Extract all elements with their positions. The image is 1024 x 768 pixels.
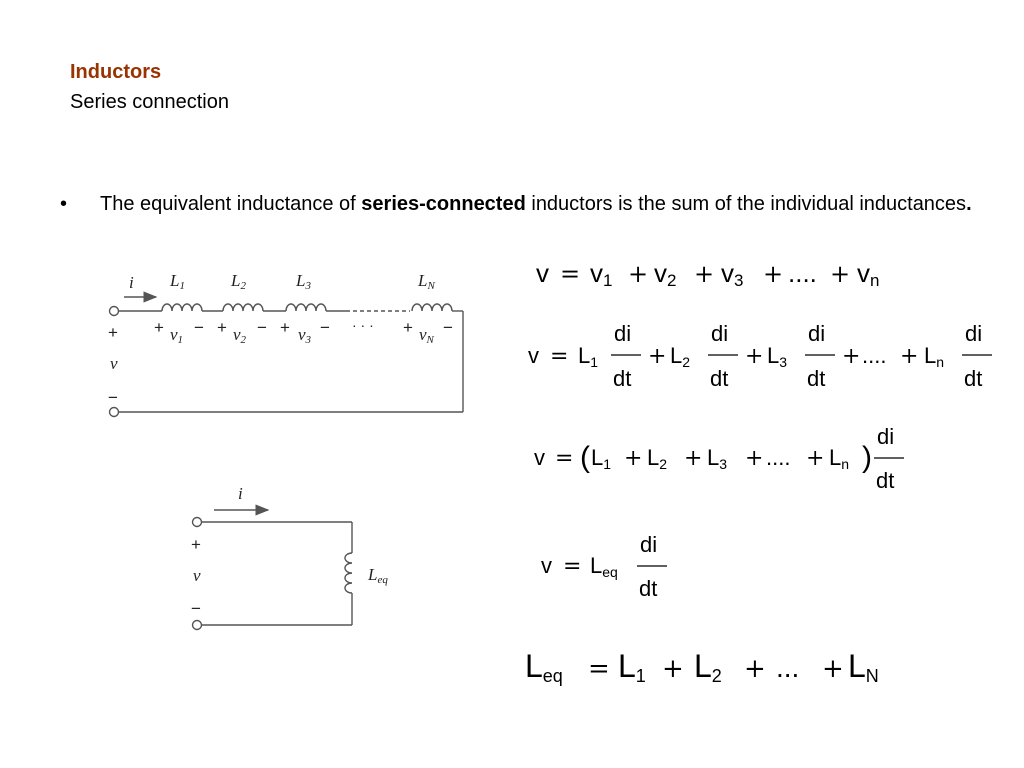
eq5-plus-2: + [744, 654, 766, 684]
eq4-num: di [640, 532, 658, 557]
source-voltage: v [110, 354, 118, 373]
eq1-term-1: v1 [590, 258, 613, 290]
voltage-label-2: v2 [233, 325, 247, 346]
equivalent-circuit-labels [191, 484, 388, 618]
eq1-dots: .... [788, 258, 817, 288]
equation-1 [536, 258, 879, 290]
eq1-plus-3: + [763, 260, 784, 288]
bullet-text-before: The equivalent inductance of [100, 193, 362, 215]
eq1-plus-1: + [628, 260, 649, 288]
eq5-term-1: L1 [618, 648, 646, 686]
eq2-num-2: di [711, 321, 729, 346]
source-minus: − [108, 388, 118, 407]
eq3-term-2: L2 [647, 445, 668, 472]
inductor-label-1: L1 [170, 271, 185, 292]
eq1-term-2: v2 [654, 258, 677, 290]
eq2-num-1: di [614, 321, 632, 346]
eq1-term-n: vn [857, 258, 880, 290]
eq4-leq: Leq [590, 553, 618, 580]
eq5-plus-1: + [662, 654, 684, 684]
minus-3: − [320, 318, 330, 337]
coil-1 [162, 304, 202, 311]
eq5-term-2: L2 [694, 648, 722, 686]
voltage-label-n: vN [419, 325, 434, 346]
equation-5 [525, 648, 879, 686]
eq3-plus-1: + [624, 446, 643, 471]
eq-source-minus: − [191, 599, 201, 618]
eq2-num-3: di [808, 321, 826, 346]
eq4-den: dt [639, 576, 658, 601]
slide-title: Inductors [70, 61, 162, 83]
bullet-text-after: inductors is the sum of the individual inductances [525, 193, 967, 215]
eq-source-plus: + [191, 535, 201, 554]
eq5-dots: ... [776, 652, 800, 683]
eq4-lhs: v [541, 553, 552, 578]
eq5-plus-3: + [822, 654, 844, 684]
equation-2 [528, 321, 992, 391]
eq5-term-n: LN [848, 648, 879, 686]
coil-2 [223, 304, 263, 311]
eq5-lhs: Leq [525, 648, 563, 686]
eq3-plus-4: + [806, 446, 825, 471]
eq2-den-2: dt [710, 366, 729, 391]
eq3-den: dt [876, 468, 895, 493]
eq3-term-n: Ln [829, 445, 850, 472]
eq2-den-4: dt [964, 366, 983, 391]
bullet-marker: • [60, 193, 68, 215]
eq3-dots: .... [766, 445, 791, 470]
source-plus: + [108, 323, 118, 342]
eq-inductor-label: Leq [368, 565, 388, 586]
eq1-lhs: v [536, 258, 549, 288]
eq3-plus-3: + [745, 446, 764, 471]
eq3-num: di [877, 424, 895, 449]
eq2-lhs: v [528, 343, 539, 368]
eq2-dots: .... [862, 343, 887, 368]
eq1-plus-4: + [830, 260, 851, 288]
inductor-label-n: LN [418, 271, 435, 292]
eq2-equals: = [550, 344, 569, 369]
eq3-rparen: ) [862, 441, 872, 474]
current-label: i [129, 273, 134, 292]
voltage-label-1: v1 [170, 325, 184, 346]
eq2-plus-4: + [900, 344, 919, 369]
series-circuit-labels [108, 271, 453, 407]
eq3-plus-2: + [684, 446, 703, 471]
eq-terminal-top [193, 518, 202, 527]
eq1-equals: = [560, 260, 581, 288]
eq1-plus-2: + [694, 260, 715, 288]
terminal-bottom [110, 408, 119, 417]
minus-1: − [194, 318, 204, 337]
eq2-term-2: L2 [670, 343, 691, 370]
eq-coil [345, 553, 352, 593]
ellipsis: · · · [352, 317, 374, 333]
minus-2: − [257, 318, 267, 337]
inductor-label-2: L2 [231, 271, 246, 292]
eq-source-voltage: v [193, 566, 201, 585]
plus-1: + [154, 318, 164, 337]
eq2-plus-3: + [842, 344, 861, 369]
equivalent-circuit [193, 510, 353, 630]
terminal-top [110, 307, 119, 316]
voltage-label-3: v3 [298, 325, 312, 346]
eq3-term-3: L3 [707, 445, 728, 472]
eq-current-label: i [238, 484, 243, 503]
eq2-den-3: dt [807, 366, 826, 391]
eq2-plus-1: + [648, 344, 667, 369]
eq5-equals: = [588, 654, 610, 684]
eq3-equals: = [555, 446, 574, 471]
coil-n [412, 304, 452, 311]
eq2-term-1: L1 [578, 343, 599, 370]
eq2-term-n: Ln [924, 343, 945, 370]
coil-3 [286, 304, 326, 311]
equation-4 [541, 532, 667, 601]
eq1-term-3: v3 [721, 258, 744, 290]
inductor-label-3: L3 [296, 271, 311, 292]
plus-n: + [403, 318, 413, 337]
plus-3: + [280, 318, 290, 337]
eq3-term-1: L1 [591, 445, 612, 472]
eq2-plus-2: + [745, 344, 764, 369]
bullet-text-bold: series-connected [361, 193, 526, 215]
eq3-lhs: v [534, 445, 545, 470]
eq3-lparen: ( [580, 441, 590, 474]
eq2-term-3: L3 [767, 343, 788, 370]
eq-terminal-bottom [193, 621, 202, 630]
equation-3 [534, 424, 904, 493]
slide-subtitle: Series connection [70, 91, 229, 113]
minus-n: − [443, 318, 453, 337]
eq2-den-1: dt [613, 366, 632, 391]
series-circuit [110, 297, 464, 417]
bullet-text-end: . [966, 193, 972, 215]
plus-2: + [217, 318, 227, 337]
eq2-num-4: di [965, 321, 983, 346]
eq4-equals: = [563, 554, 582, 579]
